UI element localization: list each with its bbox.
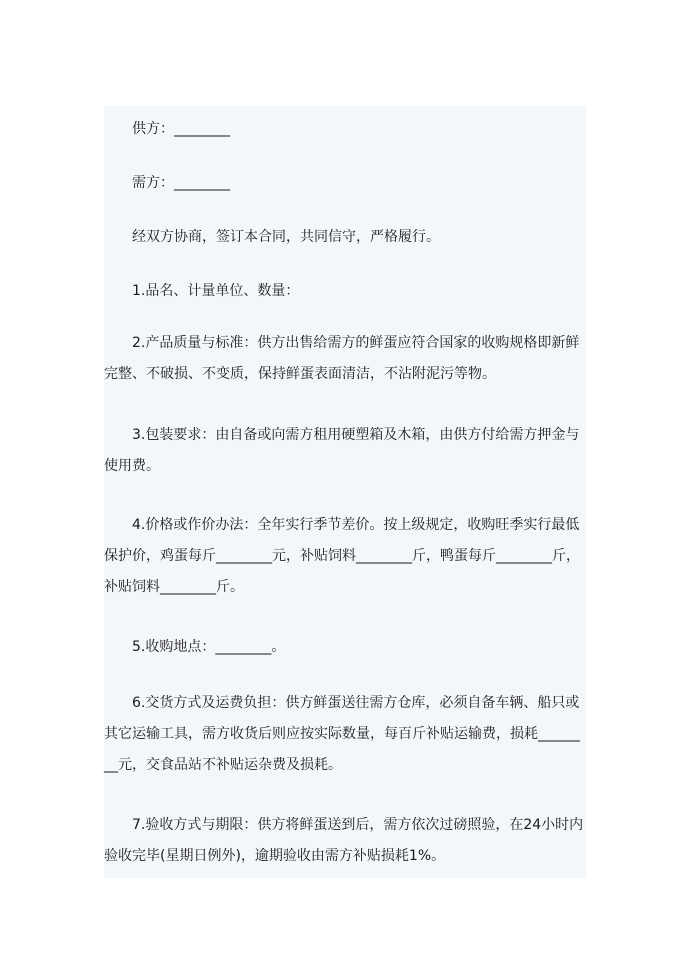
clause-4: 4.价格或作价办法：全年实行季节差价。按上级规定，收购旺季实行最低保护价，鸡蛋每斤________元，补贴饲料________斤，鸭蛋每斤________斤，补贴饲料________斤。: [104, 517, 580, 595]
clause-7: 7.验收方式与期限：供方将鲜蛋送到后，需方依次过磅照验，在24小时内验收完毕(星期日例外)，逾期验收由需方补贴损耗1%。: [104, 817, 584, 864]
clause-3: 3.包装要求：由自备或向需方租用硬塑箱及木箱，由供方付给需方押金与使用费。: [104, 427, 580, 474]
document-page: [104, 106, 586, 878]
preamble: 经双方协商，签订本合同，共同信守，严格履行。: [132, 229, 440, 245]
clause-5: 5.收购地点：________。: [132, 639, 286, 655]
supplier-line: 供方：________: [132, 121, 230, 137]
buyer-line: 需方：________: [132, 175, 230, 191]
clause-2: 2.产品质量与标准：供方出售给需方的鲜蛋应符合国家的收购规格即新鲜完整、不破损、不变质，保持鲜蛋表面清洁，不沾附泥污等物。: [104, 335, 580, 382]
clause-1: 1.品名、计量单位、数量：: [132, 283, 300, 299]
clause-6: 6.交货方式及运费负担：供方鲜蛋送往需方仓库，必须自备车辆、船只或其它运输工具，需方收货后则应按实际数量，每百斤补贴运输费，损耗________元，交食品站不补贴运杂费及损耗。: [104, 695, 580, 773]
